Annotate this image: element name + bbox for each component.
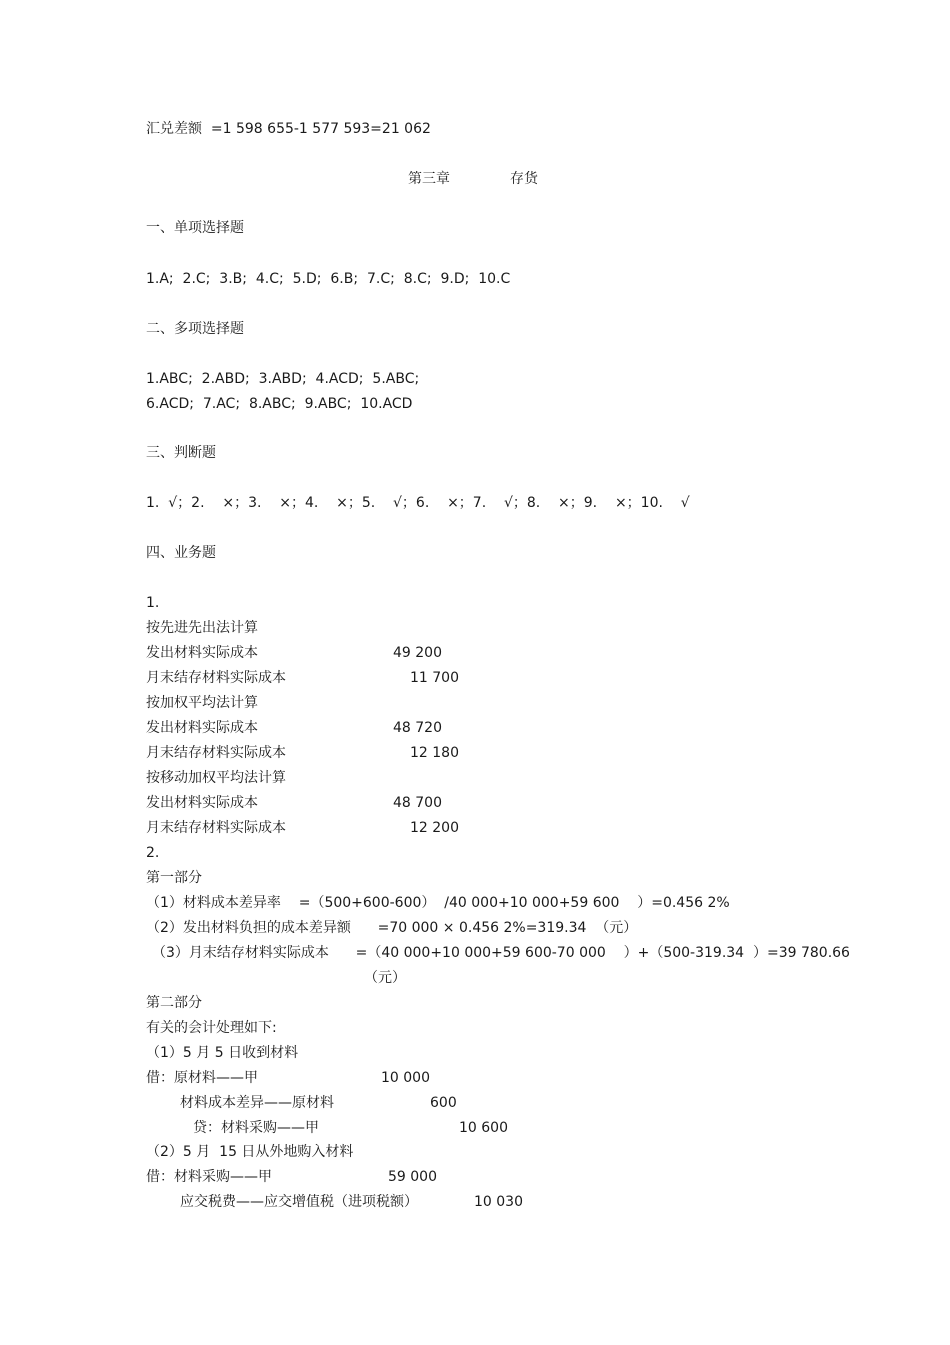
single-choice-heading: 一、单项选择题 <box>146 220 244 236</box>
q2-p1-variance-rate: （1）材料成本差异率 =（500+600-600） /40 000+10 000+59 600 ）=0.456 2% <box>146 895 730 911</box>
q2-number: 2. <box>146 845 160 861</box>
moving-avg-issued-value: 48 700 <box>393 795 442 811</box>
chapter-title: 存货 <box>510 171 538 187</box>
fifo-ending-label: 月末结存材料实际成本 <box>146 670 286 686</box>
multi-choice-answers-line1: 1.ABC; 2.ABD; 3.ABD; 4.ACD; 5.ABC; <box>146 371 420 387</box>
q2-p3-unit: （元） <box>364 970 406 986</box>
multi-choice-answers-line2: 6.ACD; 7.AC; 8.ABC; 9.ABC; 10.ACD <box>146 396 413 412</box>
fifo-method-title: 按先进先出法计算 <box>146 620 258 636</box>
entry1-debit1-value: 10 000 <box>381 1070 430 1086</box>
judgment-heading: 三、判断题 <box>146 445 216 461</box>
judgment-answers: 1. √；2. ×；3. ×；4. ×；5. √；6. ×；7. √；8. ×；9. ×；10. √ <box>146 495 690 511</box>
entry1-credit-value: 10 600 <box>459 1120 508 1136</box>
entry1-credit-label: 贷：材料采购——甲 <box>193 1120 319 1136</box>
exchange-difference-line: 汇兑差额 =1 598 655-1 577 593=21 062 <box>146 121 431 137</box>
weighted-avg-issued-label: 发出材料实际成本 <box>146 720 258 736</box>
q2-part2-title: 第二部分 <box>146 995 202 1011</box>
fifo-ending-value: 11 700 <box>410 670 459 686</box>
q2-p2-issued-variance: （2）发出材料负担的成本差异额 =70 000 × 0.456 2%=319.34 （元） <box>146 920 638 936</box>
fifo-issued-label: 发出材料实际成本 <box>146 645 258 661</box>
multi-choice-heading: 二、多项选择题 <box>146 321 244 337</box>
entry1-title: （1）5 月 5 日收到材料 <box>146 1045 299 1061</box>
fifo-issued-value: 49 200 <box>393 645 442 661</box>
q2-p3-ending-cost: （3）月末结存材料实际成本 =（40 000+10 000+59 600-70 000 ）+（500-319.34 ）=39 780.66 <box>152 945 850 961</box>
weighted-avg-ending-value: 12 180 <box>410 745 459 761</box>
entry1-debit1-label: 借：原材料——甲 <box>146 1070 258 1086</box>
entry2-debit2-label: 应交税费——应交增值税（进项税额） <box>180 1194 418 1210</box>
entry2-debit1-value: 59 000 <box>388 1169 437 1185</box>
moving-avg-ending-label: 月末结存材料实际成本 <box>146 820 286 836</box>
q1-number: 1. <box>146 595 160 611</box>
single-choice-answers: 1.A; 2.C; 3.B; 4.C; 5.D; 6.B; 7.C; 8.C; 9.D; 10.C <box>146 271 511 287</box>
business-heading: 四、业务题 <box>146 545 216 561</box>
weighted-avg-issued-value: 48 720 <box>393 720 442 736</box>
entry1-debit2-value: 600 <box>430 1095 457 1111</box>
entry2-debit1-label: 借：材料采购——甲 <box>146 1169 272 1185</box>
q2-part2-intro: 有关的会计处理如下: <box>146 1020 277 1036</box>
moving-avg-method-title: 按移动加权平均法计算 <box>146 770 286 786</box>
moving-avg-ending-value: 12 200 <box>410 820 459 836</box>
entry1-debit2-label: 材料成本差异——原材料 <box>180 1095 334 1111</box>
weighted-avg-method-title: 按加权平均法计算 <box>146 695 258 711</box>
entry2-debit2-value: 10 030 <box>474 1194 523 1210</box>
q2-part1-title: 第一部分 <box>146 870 202 886</box>
chapter-number: 第三章 <box>408 171 450 187</box>
moving-avg-issued-label: 发出材料实际成本 <box>146 795 258 811</box>
weighted-avg-ending-label: 月末结存材料实际成本 <box>146 745 286 761</box>
entry2-title: （2）5 月 15 日从外地购入材料 <box>146 1144 354 1160</box>
